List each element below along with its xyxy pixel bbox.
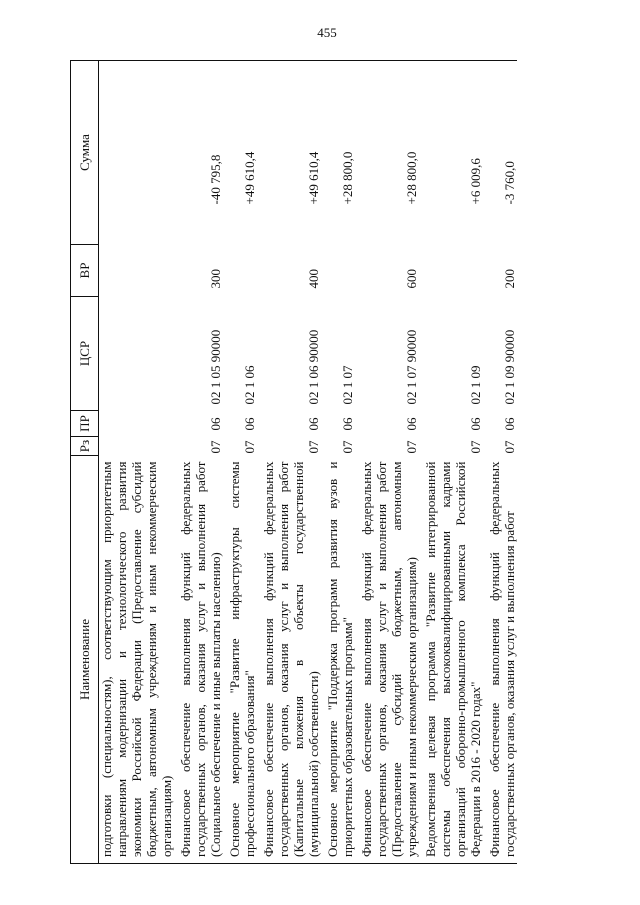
page-number: 455 [317,25,337,40]
table-row [174,61,223,864]
row-sum-cell: +28 800,0 [321,61,355,245]
row-sum-cell: +49 610,4 [257,61,321,245]
row-name-line: Финансовое обеспечение выполнения функций федеральных [261,461,276,857]
table-row [355,61,419,864]
header-sum: Сумма [71,61,99,245]
row-rz-cell: 07 [340,440,355,454]
table-header-row [71,61,99,864]
row-name-line: Финансовое обеспечение выполнения функций федеральных [487,461,502,857]
row-name-cell [355,456,419,864]
row-rz-cell: 07 [208,440,223,454]
row-name-line: государственных органов, оказания услуг и выполнения работ [502,511,517,857]
table-row [419,61,483,864]
row-sum-cell: +49 610,4 [223,61,257,245]
row-name-line: учреждениям и иным некоммерческим организациям) [404,557,419,857]
row-sum-cell: -40 795,8 [174,61,223,245]
row-vr-cell [419,245,483,297]
table-row [99,61,175,864]
row-name-line: подготовки (специальностям), соответствующим приоритетным [99,461,114,857]
row-name-line: Финансовое обеспечение выполнения функций федеральных [178,461,193,857]
row-name-line: приоритетных образовательных программ" [340,617,355,857]
row-pr-cell: 06 [208,417,223,431]
header-name: Наименование [71,456,99,864]
row-name-cell [223,456,257,864]
row-name-cell [321,456,355,864]
row-name-line: Основное мероприятие "Развитие инфраструктуры системы [227,461,242,857]
row-vr-cell [223,245,257,297]
row-vr-cell: 600 [404,269,419,289]
row-pr-cell: 06 [468,417,483,431]
table-body [99,61,518,864]
row-pr-cell: 06 [242,417,257,431]
budget-table [70,60,517,864]
row-vr-cell [321,245,355,297]
row-pr-cell: 06 [306,417,321,431]
row-pr-cell: 06 [502,417,517,431]
header-csr: ЦСР [71,297,99,411]
row-vr-cell: 400 [306,269,321,289]
row-name-line: (Предоставление субсидий бюджетным, автономным [389,461,404,857]
row-name-line: организаций оборонно-промышленного комплекса Российской [453,461,468,857]
row-rz-cell: 07 [242,440,257,454]
row-pr-cell: 06 [404,417,419,431]
row-csr-cell: 02 1 07 90000 [404,329,419,405]
header-rz: Рз [71,437,99,456]
row-name-line: (Капитальные вложения в объекты государственной [291,461,306,857]
row-name-line: (Социальное обеспечение и иные выплаты населению) [208,552,223,857]
row-rz-cell: 07 [468,440,483,454]
row-csr-cell: 02 1 06 90000 [306,329,321,405]
row-sum-cell: +6 009,6 [419,61,483,245]
table-row [257,61,321,864]
row-pr-cell [99,411,175,437]
row-vr-cell [99,245,175,297]
row-name-cell [99,456,175,864]
row-name-line: Федерации в 2016 - 2020 годах" [468,681,483,857]
row-name-line: экономики Российской Федерации (Предоставление субсидий [129,461,144,857]
row-name-line: государственных органов, оказания услуг и выполнения работ [374,461,389,857]
row-name-line: системы обеспечения высококвалифицированными кадрами [438,461,453,857]
table-row [321,61,355,864]
row-csr-cell: 02 1 07 [340,365,355,405]
rotated-table-container [70,61,595,864]
row-csr-cell: 02 1 06 [242,365,257,405]
row-sum-cell [99,61,175,245]
row-name-line: Ведомственная целевая программа "Развитие интегрированной [423,461,438,857]
row-name-line: бюджетным, автономным учреждениям и иным некоммерческим [144,461,159,857]
row-name-cell [257,456,321,864]
table-row [223,61,257,864]
header-vr: ВР [71,245,99,297]
row-pr-cell: 06 [340,417,355,431]
row-name-line: государственных органов, оказания услуг и выполнения работ [193,461,208,857]
row-name-line: Основное мероприятие "Поддержка программ развития вузов и [325,461,340,857]
row-rz-cell: 07 [502,440,517,454]
row-name-line: Финансовое обеспечение выполнения функций федеральных [359,461,374,857]
row-name-cell [483,456,517,864]
table-row [483,61,517,864]
row-sum-cell: -3 760,0 [483,61,517,245]
row-csr-cell: 02 1 05 90000 [208,329,223,405]
row-rz-cell: 07 [306,440,321,454]
row-name-cell [419,456,483,864]
row-vr-cell: 300 [208,269,223,289]
row-rz-cell [99,437,175,456]
row-csr-cell: 02 1 09 90000 [502,329,517,405]
row-name-line: направлениям модернизации и технологического развития [114,461,129,857]
row-name-cell [174,456,223,864]
row-vr-cell: 200 [502,269,517,289]
row-name-line: организациям) [159,775,174,857]
row-name-line: (муниципальной) собственности) [306,671,321,857]
header-pr: ПР [71,411,99,437]
row-name-line: профессионального образования" [242,670,257,857]
row-csr-cell [99,297,175,411]
row-rz-cell: 07 [404,440,419,454]
row-sum-cell: +28 800,0 [355,61,419,245]
row-name-line: государственных органов, оказания услуг и выполнения работ [276,461,291,857]
row-csr-cell: 02 1 09 [468,365,483,405]
